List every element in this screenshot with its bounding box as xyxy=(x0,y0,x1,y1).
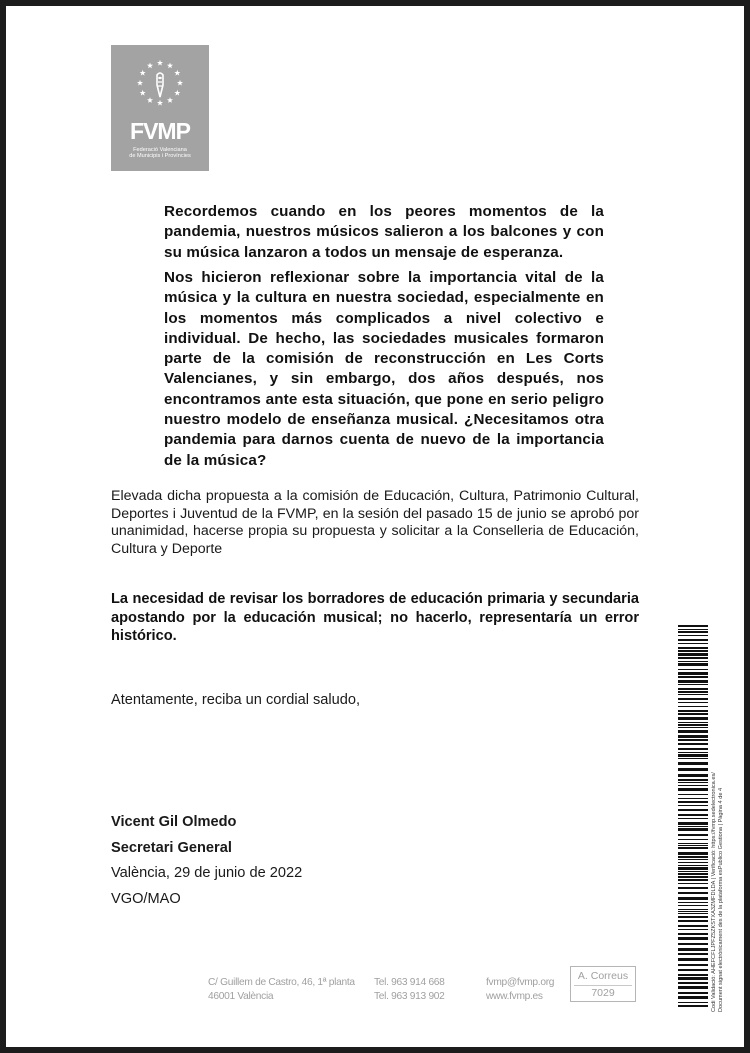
logo-subtitle-line1: Federació Valenciana xyxy=(133,147,187,153)
footer-email[interactable]: fvmp@fvmp.org xyxy=(486,977,555,988)
footer-contact xyxy=(486,976,554,1004)
postal-box-stamp xyxy=(570,966,636,1002)
logo-subtitle-line2: de Municipis i Províncies xyxy=(129,153,191,160)
stamp-number: 7029 xyxy=(574,985,632,1001)
closing-line: Atentamente, reciba un cordial saludo, xyxy=(111,692,361,708)
place-date: València, 29 de junio de 2022 xyxy=(111,865,303,881)
verification-barcode xyxy=(678,625,708,1010)
footer-web[interactable]: www.fvmp.es xyxy=(486,991,543,1002)
signer-role: Secretari General xyxy=(111,840,232,856)
logo-subtitle xyxy=(111,147,209,160)
verification-line-1[interactable]: Codi Validació: AHEFCFLJPFZ5ZKSTXA3ZMFDLDA | Verificació: https://fvmp.sedelectronica.es/ xyxy=(711,772,717,1012)
quote-paragraph-1: Recordemos cuando en los peores momentos de la pandemia, nuestros músicos salieron a los balcones y con su música lanzaron a todos un mensaje de esperanza. xyxy=(164,203,604,261)
footer-phone-2: Tel. 963 913 902 xyxy=(374,991,445,1002)
verification-line-2: Document signat electrònicament des de la plataforma esPublico Gestiona | Pàgina 4 de 4 xyxy=(718,787,725,1012)
footer-phone-1: Tel. 963 914 668 xyxy=(374,977,445,988)
body-paragraph: Elevada dicha propuesta a la comisión de Educación, Cultura, Patrimonio Cultural, Deportes i Juventud de la FVMP, en la sesión del pasado 15 de junio se aprobó por unanimidad, hacerse propia su propuesta y solicitar a la Conselleria de Educación, Cultura y Deporte xyxy=(111,488,639,557)
footer-address xyxy=(208,976,355,1004)
reference-code: VGO/MAO xyxy=(111,891,181,907)
star-ring-icon xyxy=(111,45,209,117)
quote-paragraph-2: Nos hicieron reflexionar sobre la importancia vital de la música y la cultura en nuestra sociedad, especialmente en los momentos más complicados a nivel colectivo e individual. De hecho, las sociedades musicales formaron parte de la comisión de reconstrucción en Les Corts Valencianes, y sin embargo, dos años después, nos encontramos ante esta situación, que pone en serio peligro nuestro modelo de enseñanza musical. ¿Necesitamos otra pandemia para darnos cuenta de nuevo de la importancia de la música? xyxy=(164,269,604,469)
letter-page xyxy=(6,6,744,1047)
logo-brand: FVMP xyxy=(130,118,190,144)
footer-phones xyxy=(374,976,445,1004)
request-paragraph: La necesidad de revisar los borradores de educación primaria y secundaria apostando por la educación musical; no hacerlo, representaría un error histórico. xyxy=(111,591,639,644)
footer-address-line1: C/ Guillem de Castro, 46, 1ª planta xyxy=(208,977,355,988)
footer-address-line2: 46001 València xyxy=(208,991,274,1002)
stamp-label: A. Correus xyxy=(577,970,629,982)
verification-text xyxy=(711,772,725,1012)
signer-name: Vicent Gil Olmedo xyxy=(111,814,237,830)
fvmp-logo xyxy=(111,45,209,171)
